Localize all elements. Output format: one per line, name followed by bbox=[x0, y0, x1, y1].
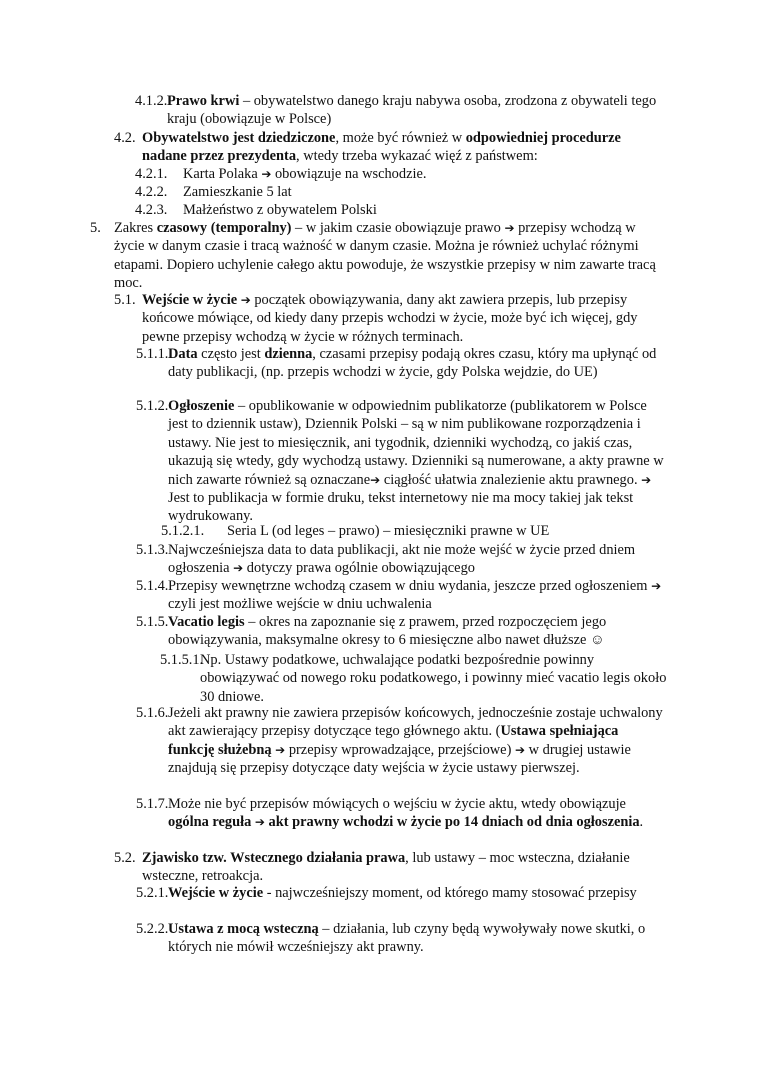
list-item-4-2 bbox=[114, 129, 668, 166]
item-text bbox=[168, 577, 668, 614]
item-text bbox=[183, 165, 668, 183]
text-run: często jest bbox=[197, 346, 265, 362]
item-number: 4.2.2. bbox=[135, 184, 168, 200]
bold-run: Wejście w życie bbox=[142, 292, 238, 308]
text-run: dotyczy prawa ogólnie obowiązującego bbox=[243, 560, 475, 577]
bold-run: Zjawisko tzw. Wstecznego działania prawa bbox=[142, 850, 406, 866]
item-text bbox=[168, 397, 668, 526]
list-item-4-1-2 bbox=[135, 92, 668, 129]
item-number: 5.1.6. bbox=[136, 705, 169, 721]
text-run: – opublikowanie w odpowiednim publikatorze (publikatorem w Polsce jest to dziennik ustaw), Dziennik Polski – są w nim publikowane rozporządzenia i ustawy. Nie jest to miesięcznik, ani tygodnik, dzienniki wychodzą, co jakiś czas, ukazują się wtedy, gdy wychodzą ustawy. Dzienniki są numerowane, a akty prawne w nich zawarte również są oznaczane bbox=[168, 398, 664, 488]
item-text bbox=[168, 541, 668, 578]
text-run: Najwcześniejsza data to data publikacji, akt nie może wejść w życie przed dniem ogłoszenia bbox=[168, 542, 636, 577]
item-text bbox=[114, 219, 668, 293]
list-item-5-2-2 bbox=[136, 920, 668, 957]
text-run: , wtedy trzeba wykazać więź z państwem: bbox=[296, 148, 538, 165]
arrow-right-icon: ➔ bbox=[641, 472, 652, 487]
item-number: 5.1.5. bbox=[136, 614, 169, 630]
arrow-right-icon: ➔ bbox=[504, 221, 515, 235]
item-number: 5.1.3. bbox=[136, 542, 169, 558]
text-run: w drugiej ustawie znajdują się przepisy dotyczące daty wejścia w życie ustawy pierwszej. bbox=[168, 741, 631, 777]
list-item-4-2-2 bbox=[135, 183, 668, 201]
list-item-5-1-6 bbox=[136, 704, 668, 778]
text-run: , lub ustawy – moc wsteczna, działanie wsteczne, retroakcja. bbox=[142, 850, 630, 885]
text-run: – w jakim czasie obowiązuje prawo bbox=[291, 220, 505, 236]
text-run: . bbox=[639, 814, 644, 831]
text-run: Jeżeli akt prawny nie zawiera przepisów końcowych, jednocześnie zostaje uchwalony akt zawierający przepisy dotyczące tego głównego aktu. ( bbox=[168, 705, 663, 740]
bold-run: Obywatelstwo jest dziedziczone bbox=[142, 130, 336, 146]
bold-run: ogólna reguła bbox=[168, 814, 255, 831]
text-run: – działania, lub czyny będą wywoływały nowe skutki, o których nie mówił wcześniejszy akt prawny. bbox=[168, 921, 646, 956]
item-text bbox=[168, 884, 668, 902]
arrow-right-icon: ➔ bbox=[240, 293, 251, 307]
text-run: obowiązuje na wschodzie. bbox=[271, 166, 427, 182]
text-run: – okres na zapoznanie się z prawem, przed rozpoczęciem jego obowiązywania, maksymalne okresy to 6 miesięczne albo nawet dłuższe ☺ bbox=[168, 614, 607, 649]
item-text bbox=[142, 849, 668, 886]
arrow-right-icon: ➔ bbox=[514, 742, 526, 757]
bold-run: Data bbox=[168, 346, 198, 362]
text-run: Np. Ustawy podatkowe, uchwalające podatki bezpośrednie powinny obowiązywać od nowego roku podatkowego, i powinny mieć vacatio legis około 30 dniowe. bbox=[200, 652, 667, 705]
list-item-5-1-7 bbox=[136, 795, 668, 832]
text-run: – obywatelstwo danego kraju nabywa osoba, zrodzona z obywateli tego kraju (obowiązuje w Polsce) bbox=[167, 93, 657, 128]
item-number: 4.2.1. bbox=[135, 166, 168, 182]
list-item-5-1-4 bbox=[136, 577, 668, 614]
text-run: Zakres bbox=[114, 220, 157, 236]
item-text bbox=[227, 522, 668, 540]
text-run: , może być również w bbox=[335, 130, 466, 146]
text-run: - najwcześniejszy moment, od którego mamy stosować przepisy bbox=[263, 885, 637, 901]
text-run: Przepisy wewnętrzne wchodzą czasem w dniu wydania, jeszcze przed ogłoszeniem bbox=[168, 578, 652, 594]
item-number: 5.1.2.1. bbox=[161, 523, 205, 539]
list-item-5-1-2 bbox=[136, 397, 668, 526]
bold-run: Vacatio legis bbox=[168, 614, 245, 630]
bold-run: Ustawa z mocą wsteczną bbox=[168, 921, 319, 937]
item-text bbox=[183, 201, 668, 219]
item-text bbox=[168, 613, 668, 650]
text-run: czyli jest możliwe wejście w dniu uchwalenia bbox=[168, 596, 432, 613]
arrow-right-icon: ➔ bbox=[651, 579, 662, 593]
item-text bbox=[168, 704, 668, 778]
item-text bbox=[168, 795, 668, 832]
text-run: Może nie być przepisów mówiących o wejściu w życie aktu, wtedy obowiązuje bbox=[168, 796, 626, 812]
list-item-4-2-3 bbox=[135, 201, 668, 219]
text-run: przepisy wprowadzające, przejściowe) bbox=[285, 741, 515, 758]
text-run: przepisy wchodzą w życie w danym czasie i tracą ważność w danym czasie. Można je również uchylać różnymi etapami. Dopiero uchylenie całego aktu powoduje, że wszystkie przepisy w nim zawarte tracą moc. bbox=[114, 220, 656, 292]
item-number: 5.1.2. bbox=[136, 398, 169, 414]
text-run: , czasami przepisy podają okres czasu, który ma upłynąć od daty publikacji, (np. przepis wchodzi w życie, gdy Polska wejdzie, do UE) bbox=[168, 346, 657, 381]
list-item-5-2 bbox=[114, 849, 668, 886]
list-item-4-2-1 bbox=[135, 165, 668, 183]
bold-run: akt prawny wchodzi w życie po 14 dniach od dnia ogłoszenia bbox=[264, 814, 640, 831]
item-text bbox=[167, 92, 668, 129]
list-item-5-1-5 bbox=[136, 613, 668, 650]
item-number: 5.1.7. bbox=[136, 796, 169, 812]
bold-run: dzienna bbox=[264, 346, 313, 362]
item-number: 5.1.4. bbox=[136, 578, 169, 594]
arrow-right-icon: ➔ bbox=[275, 742, 286, 757]
item-text bbox=[183, 183, 668, 201]
text-run: początek obowiązywania, dany akt zawiera przepis, lub przepisy końcowe mówiące, od kiedy dany przepis wchodzi w życie, może być ich więcej, gdy pewne przepisy wchodzą w życie w różnych terminach. bbox=[142, 292, 638, 345]
list-item-5-2-1 bbox=[136, 884, 668, 902]
bold-run: Ustawa spełniająca funkcję służebną bbox=[168, 723, 619, 758]
bold-run: Wejście w życie bbox=[168, 885, 264, 901]
arrow-right-icon: ➔ bbox=[233, 561, 244, 576]
text-run: Małżeństwo z obywatelem Polski bbox=[183, 202, 377, 218]
item-number: 5. bbox=[90, 220, 101, 236]
arrow-right-icon: ➔ bbox=[370, 472, 381, 487]
item-number: 5.2. bbox=[114, 850, 136, 866]
item-text bbox=[142, 129, 668, 166]
item-text bbox=[200, 651, 668, 706]
list-item-5-1 bbox=[114, 291, 668, 346]
item-number: 5.2.1. bbox=[136, 885, 169, 901]
arrow-right-icon: ➔ bbox=[261, 167, 272, 181]
item-number: 4.2. bbox=[114, 130, 136, 146]
item-text bbox=[142, 291, 668, 346]
list-item-5-1-5-1 bbox=[160, 651, 668, 706]
list-item-5-1-2-1 bbox=[161, 522, 668, 540]
item-text bbox=[168, 345, 668, 382]
item-text bbox=[168, 920, 668, 957]
text-run: Jest to publikacja w formie druku, tekst internetowy nie ma mocy takiej jak tekst wydrukowany. bbox=[168, 490, 634, 525]
list-item-5-1-1 bbox=[136, 345, 668, 382]
bold-run: odpowiedniej procedurze nadane przez prezydenta bbox=[142, 130, 621, 165]
text-run: ciągłość ułatwia znalezienie aktu prawnego. bbox=[380, 471, 642, 488]
arrow-right-icon: ➔ bbox=[254, 815, 265, 830]
bold-run: czasowy (temporalny) bbox=[156, 220, 292, 236]
text-run: Zamieszkanie 5 lat bbox=[183, 184, 292, 200]
text-run: Seria L (od leges – prawo) – miesięczniki prawne w UE bbox=[227, 523, 550, 539]
list-item-5 bbox=[90, 219, 668, 293]
bold-run: Ogłoszenie bbox=[168, 398, 235, 414]
item-number: 4.1.2. bbox=[135, 93, 168, 109]
item-number: 5.2.2. bbox=[136, 921, 169, 937]
list-item-5-1-3 bbox=[136, 541, 668, 578]
text-run: Karta Polaka bbox=[183, 166, 262, 182]
item-number: 5.1.1. bbox=[136, 346, 169, 362]
item-number: 5.1.5.1. bbox=[160, 652, 204, 668]
bold-run: Prawo krwi bbox=[167, 93, 240, 109]
item-number: 5.1. bbox=[114, 292, 136, 308]
item-number: 4.2.3. bbox=[135, 202, 168, 218]
